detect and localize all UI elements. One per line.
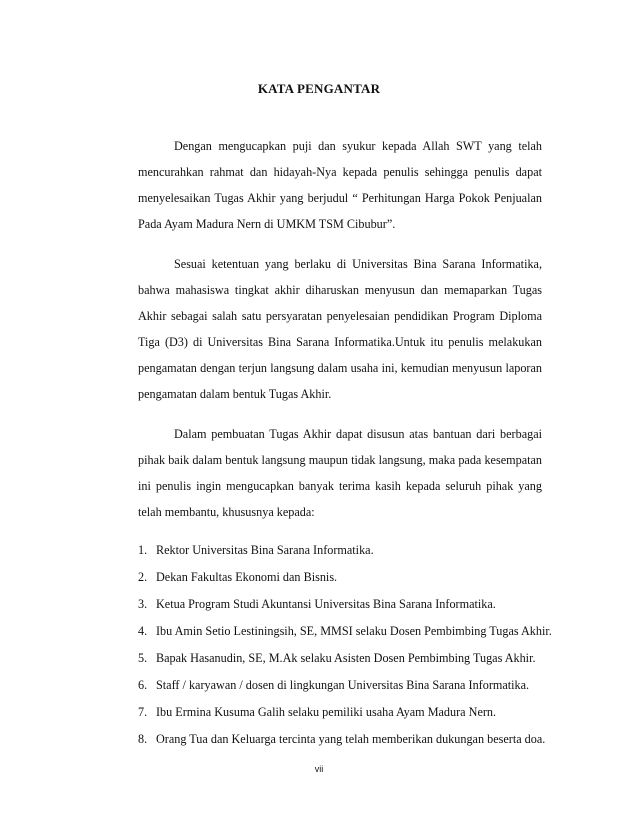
paragraph-requirement: Sesuai ketentuan yang berlaku di Universitas Bina Sarana Informatika, bahwa mahasiswa tingkat akhir diharuskan menyusun dan memaparkan Tugas Akhir sebagai salah satu persyaratan penyelesaian pendidikan Program Diploma Tiga (D3) di Universitas Bina Sarana Informatika.Untuk itu penulis melakukan pengamatan dengan terjun langsung dalam usaha ini, kemudian menyusun laporan pengamatan dalam bentuk Tugas Akhir.: [138, 257, 542, 401]
list-item-number: 8.: [138, 732, 148, 746]
list-item-number: 6.: [138, 678, 148, 692]
list-item-text: Ketua Program Studi Akuntansi Universitas Bina Sarana Informatika.: [156, 597, 496, 611]
list-item-number: 7.: [138, 705, 148, 719]
list-item: [138, 591, 548, 618]
list-item: [138, 726, 548, 753]
list-item-number: 1.: [138, 543, 148, 557]
list-item-text: Ibu Amin Setio Lestiningsih, SE, MMSI selaku Dosen Pembimbing Tugas Akhir.: [156, 624, 552, 638]
list-item-text: Orang Tua dan Keluarga tercinta yang telah memberikan dukungan beserta doa.: [156, 732, 546, 746]
list-item-text: Staff / karyawan / dosen di lingkungan Universitas Bina Sarana Informatika.: [156, 678, 530, 692]
page-number: vii: [314, 764, 324, 774]
list-item: [138, 618, 552, 645]
list-item: [138, 672, 548, 699]
list-item: [138, 645, 548, 672]
list-item-text: Dekan Fakultas Ekonomi dan Bisnis.: [156, 570, 338, 584]
thanks-list: [138, 537, 552, 753]
list-item-number: 2.: [138, 570, 148, 584]
paragraph-acknowledgement: Dalam pembuatan Tugas Akhir dapat disusun atas bantuan dari berbagai pihak baik dalam bentuk langsung maupun tidak langsung, maka pada kesempatan ini penulis ingin mengucapkan banyak terima kasih kepada seluruh pihak yang telah membantu, khususnya kepada:: [138, 427, 542, 519]
list-item-text: Rektor Universitas Bina Sarana Informatika.: [156, 543, 374, 557]
list-item-number: 4.: [138, 624, 148, 638]
list-item: [138, 699, 548, 726]
list-item-number: 3.: [138, 597, 148, 611]
paragraph-opening: Dengan mengucapkan puji dan syukur kepada Allah SWT yang telah mencurahkan rahmat dan hidayah-Nya kepada penulis sehingga penulis dapat menyelesaikan Tugas Akhir yang berjudul “ Perhitungan Harga Pokok Penjualan Pada Ayam Madura Nern di UMKM TSM Cibubur”.: [138, 139, 542, 231]
list-item-text: Bapak Hasanudin, SE, M.Ak selaku Asisten Dosen Pembimbing Tugas Akhir.: [156, 651, 536, 665]
page-title: KATA PENGANTAR: [257, 81, 381, 96]
list-item: [138, 564, 548, 591]
list-item-number: 5.: [138, 651, 148, 665]
list-item-text: Ibu Ermina Kusuma Galih selaku pemiliki usaha Ayam Madura Nern.: [156, 705, 497, 719]
list-item: [138, 537, 548, 564]
